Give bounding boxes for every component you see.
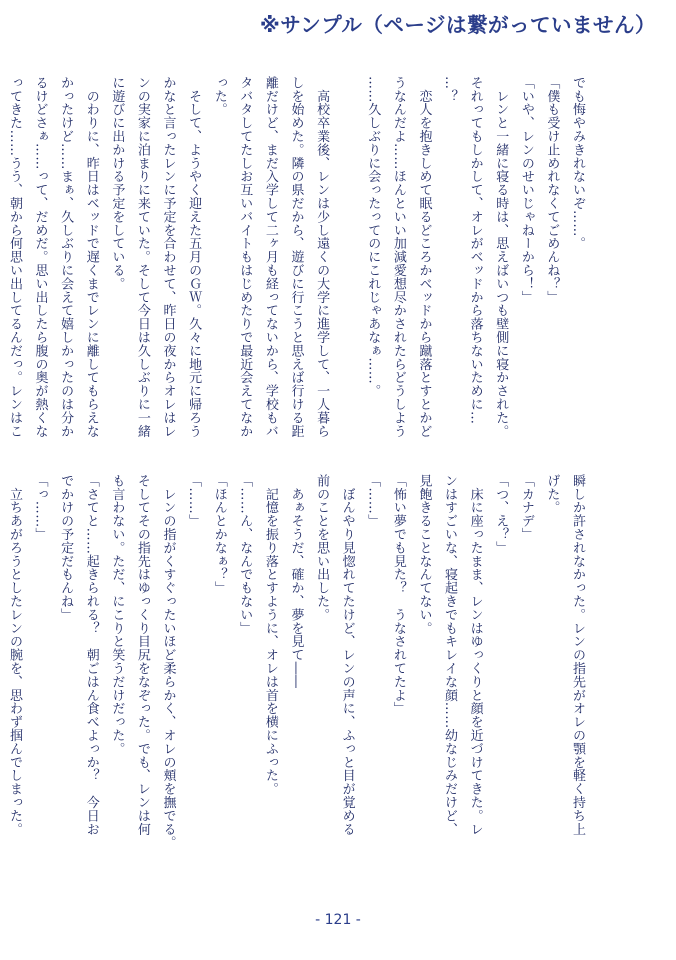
text-line: 立ちあがろうとしたレンの腕を、思わず掴んでしまった。 [6, 474, 22, 836]
text-line: 「いや、レンのせいじゃねーから！」 [518, 76, 534, 304]
text-line: った。 [211, 76, 227, 117]
text-line: も言わない。ただ、にこりと笑うだけだった。 [109, 474, 125, 756]
text-line: 床に座ったまま、レンはゆっくりと顔を近づけてきた。レ [467, 474, 483, 836]
text-line: そしてその指先はゆっくり目尻をなぞった。でも、レンは何 [134, 474, 150, 836]
text-line: 「っ……」 [32, 474, 48, 541]
text-line: レンの指がくすぐったいほど柔らかく、オレの頬を撫でる。 [160, 474, 176, 850]
text-line: 前のことを思い出した。 [314, 474, 330, 622]
blank-line [334, 76, 360, 448]
text-line: うなんだよ……ほんといい加減愛想尽かされたらどうしよう [390, 76, 406, 438]
text-block-upper [6, 76, 590, 448]
text-line: るけどさぁ……って、だめだ。思い出したら腹の奥が熱くな [32, 76, 48, 438]
text-line: ンはすごいな、寝起きでもキレイな顔……幼なじみだけど、 [442, 474, 458, 836]
text-line: 「僕も受け止めれなくてごめんね？」 [544, 76, 560, 304]
text-line: のわりに、昨日はベッドで遅くまでレンに離してもらえな [83, 76, 99, 438]
text-line: ……久しぶりに会ったってのにこれじゃあなぁ……。 [365, 76, 381, 398]
text-line: に遊びに出かける予定をしている。 [109, 76, 125, 291]
text-line: でかけの予定だもんね」 [58, 474, 74, 622]
text-line: 高校卒業後、レンは少し遠くの大学に進学して、一人暮ら [314, 76, 330, 438]
text-line: 「……」 [186, 474, 202, 528]
text-line: あぁそうだ、確か、夢を見て―― [288, 474, 304, 689]
text-line: 瞬しか許されなかった。レンの指先がオレの顎を軽く持ち上 [570, 474, 585, 836]
text-line: 記憶を振り落とすように、オレは首を横にふった。 [262, 474, 278, 796]
text-line: ってきた……うう、朝から何思い出してるんだっ。レンはこ [6, 76, 22, 438]
text-line: 見飽きることなんてない。 [416, 474, 432, 635]
text-line: レンと一緒に寝る時は、思えばいつも壁側に寝かされた。 [493, 76, 509, 438]
text-line: ンの実家に泊まりに来ていた。そして今日は久しぶりに一緒 [134, 76, 150, 438]
text-line: 「……ん、なんでもない」 [237, 474, 253, 635]
text-line: かったけど……まぁ、久しぶりに会えて嬉しかったのは分か [58, 76, 74, 438]
sample-notice-header: ※サンプル（ページは繋がっていません） [259, 13, 656, 37]
text-line: かなと言ったレンに予定を合わせて、昨日の夜からオレはレ [160, 76, 176, 438]
text-line: でも悔やみきれないぞ……。 [570, 76, 585, 251]
text-line: そして、ようやく迎えた五月のＧＷ。久々に地元に帰ろう [186, 76, 202, 438]
page-number: - 121 - [315, 912, 361, 928]
text-line: げた。 [544, 474, 560, 515]
text-block-lower [6, 474, 590, 850]
text-line: 離だけど、まだ入学して二ヶ月も経ってないから、学校もバ [262, 76, 278, 438]
text-line: ぼんやり見惚れてたけど、レンの声に、ふっと目が覚める [339, 474, 355, 836]
text-line: しを始めた。隣の県だから、遊びに行こうと思えば行ける距 [288, 76, 304, 438]
text-line: それってもしかして、オレがベッドから落ちないために… [467, 76, 483, 425]
text-line: 「カナデ」 [518, 474, 534, 541]
text-line: 「つ、え？」 [493, 474, 509, 555]
text-line: 「ほんとかなぁ？」 [211, 474, 227, 595]
text-line: 「……」 [365, 474, 381, 528]
text-line: …？ [442, 76, 458, 103]
text-line: タバタしてたしお互いバイトもはじめたりで最近会えてなか [237, 76, 253, 438]
text-line: 「怖い夢でも見た？ うなされてたよ」 [390, 474, 406, 716]
text-line: 恋人を抱きしめて眠るどころかベッドから蹴落とすとかど [416, 76, 432, 438]
text-line: 「さてと……起きられる？ 朝ごはん食べよっか？ 今日お [83, 474, 99, 836]
